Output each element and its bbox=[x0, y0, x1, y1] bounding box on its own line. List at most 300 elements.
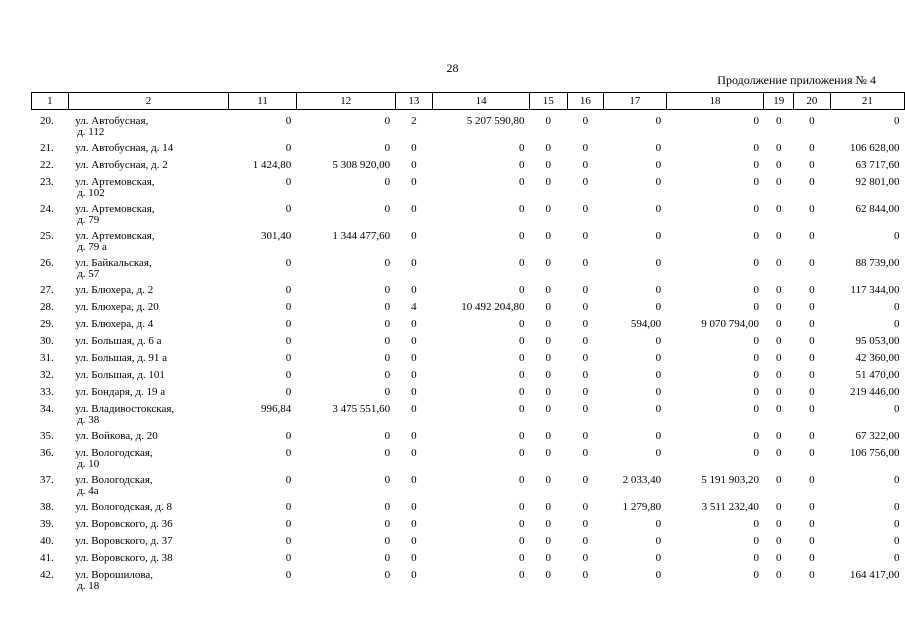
cell-c15: 0 bbox=[545, 534, 552, 547]
cell-c12: 0 bbox=[384, 317, 391, 330]
cell-c19: 0 bbox=[776, 158, 782, 171]
cell-c13: 0 bbox=[411, 446, 417, 459]
address-cell bbox=[68, 502, 229, 519]
cell-c12: 0 bbox=[384, 175, 391, 188]
cell-c17: 0 bbox=[655, 300, 662, 313]
cell-c21: 42 360,00 bbox=[855, 351, 900, 364]
col-header: 15 bbox=[530, 93, 568, 110]
cell-c15: 0 bbox=[545, 368, 552, 381]
cell-c20: 0 bbox=[809, 385, 815, 398]
cell-c11: 0 bbox=[285, 334, 292, 347]
cell-c21: 0 bbox=[894, 517, 900, 530]
cell-c18: 0 bbox=[753, 534, 759, 547]
table-row bbox=[32, 519, 905, 536]
address-line: ул. Блюхера, д. 2 bbox=[75, 283, 154, 296]
cell-c14: 0 bbox=[519, 202, 525, 215]
address-line: ул. Воровского, д. 38 bbox=[75, 551, 173, 564]
cell-c14: 0 bbox=[519, 256, 525, 269]
cell-c18: 0 bbox=[753, 402, 759, 415]
cell-c19: 0 bbox=[776, 229, 782, 242]
cell-c16: 0 bbox=[582, 175, 589, 188]
cell-c13: 0 bbox=[411, 500, 417, 513]
cell-c18: 0 bbox=[753, 568, 759, 581]
cell-c12: 0 bbox=[384, 334, 391, 347]
cell-c18: 0 bbox=[753, 517, 759, 530]
cell-c11: 0 bbox=[285, 351, 292, 364]
cell-c16: 0 bbox=[582, 351, 589, 364]
cell-c11: 0 bbox=[285, 317, 292, 330]
cell-c15: 0 bbox=[545, 385, 552, 398]
cell-c21: 88 739,00 bbox=[855, 256, 900, 269]
address-line: ул. Артемовская, bbox=[75, 202, 155, 215]
address-cell bbox=[68, 570, 229, 597]
cell-c14: 0 bbox=[519, 568, 525, 581]
address-cell bbox=[68, 302, 229, 319]
cell-c17: 0 bbox=[655, 368, 662, 381]
cell-c14: 0 bbox=[519, 446, 525, 459]
table-body bbox=[32, 110, 905, 597]
cell-c17: 0 bbox=[655, 141, 662, 154]
col-header: 17 bbox=[604, 93, 667, 110]
col-header: 21 bbox=[830, 93, 904, 110]
cell-c15: 0 bbox=[545, 115, 552, 127]
cell-c11: 0 bbox=[285, 429, 292, 442]
cell-c21: 63 717,60 bbox=[855, 158, 900, 171]
address-cell bbox=[68, 231, 229, 258]
cell-c12: 0 bbox=[384, 283, 391, 296]
cell-c20: 0 bbox=[809, 175, 815, 188]
cell-c11: 301,40 bbox=[261, 229, 292, 242]
address-line: ул. Блюхера, д. 4 bbox=[75, 317, 154, 330]
cell-c21: 0 bbox=[894, 317, 900, 330]
cell-c21: 219 446,00 bbox=[850, 385, 900, 398]
col-header: 18 bbox=[666, 93, 764, 110]
cell-c17: 0 bbox=[655, 158, 662, 171]
cell-c16: 0 bbox=[582, 473, 589, 486]
cell-c20: 0 bbox=[809, 334, 815, 347]
cell-c15: 0 bbox=[545, 229, 552, 242]
cell-c12: 0 bbox=[384, 141, 391, 154]
cell-c12: 0 bbox=[384, 429, 391, 442]
address-line: ул. Большая, д. 101 bbox=[75, 368, 165, 381]
table-row bbox=[32, 553, 905, 570]
cell-c13: 0 bbox=[411, 568, 417, 581]
cell-c20: 0 bbox=[809, 317, 815, 330]
cell-c14: 0 bbox=[519, 473, 525, 486]
cell-c17: 0 bbox=[655, 229, 662, 242]
table-row bbox=[32, 387, 905, 404]
address-cell bbox=[68, 431, 229, 448]
cell-c16: 0 bbox=[582, 158, 589, 171]
address-line: ул. Воровского, д. 37 bbox=[75, 534, 173, 547]
cell-c11: 0 bbox=[285, 551, 292, 564]
cell-c14: 0 bbox=[519, 317, 525, 330]
cell-c18: 0 bbox=[753, 115, 759, 127]
table-row bbox=[32, 285, 905, 302]
row-number: 34. bbox=[39, 402, 54, 415]
cell-c17: 0 bbox=[655, 402, 662, 415]
table-row bbox=[32, 336, 905, 353]
address-line: ул. Блюхера, д. 20 bbox=[75, 300, 159, 313]
address-cell bbox=[68, 143, 229, 160]
col-header: 12 bbox=[296, 93, 395, 110]
cell-c18: 0 bbox=[753, 334, 759, 347]
table-row bbox=[32, 177, 905, 204]
cell-c18: 0 bbox=[753, 141, 759, 154]
cell-c19: 0 bbox=[776, 551, 782, 564]
cell-c17: 0 bbox=[655, 334, 662, 347]
cell-c14: 0 bbox=[519, 368, 525, 381]
cell-c12: 0 bbox=[384, 385, 391, 398]
cell-c13: 0 bbox=[411, 229, 417, 242]
cell-c18: 0 bbox=[753, 351, 759, 364]
cell-c16: 0 bbox=[582, 202, 589, 215]
cell-c17: 0 bbox=[655, 175, 662, 188]
cell-c20: 0 bbox=[809, 115, 815, 127]
address-line: ул. Автобусная, bbox=[75, 115, 149, 127]
cell-c13: 0 bbox=[411, 385, 417, 398]
cell-c21: 0 bbox=[894, 473, 900, 486]
cell-c12: 1 344 477,60 bbox=[332, 229, 391, 242]
address-line: ул. Артемовская, bbox=[75, 175, 155, 188]
cell-c20: 0 bbox=[809, 500, 815, 513]
cell-c13: 0 bbox=[411, 551, 417, 564]
cell-c15: 0 bbox=[545, 141, 552, 154]
cell-c14: 0 bbox=[519, 141, 525, 154]
col-header: 19 bbox=[764, 93, 794, 110]
cell-c17: 0 bbox=[655, 551, 662, 564]
cell-c17: 0 bbox=[655, 568, 662, 581]
cell-c12: 0 bbox=[384, 115, 391, 127]
row-number: 26. bbox=[39, 256, 54, 269]
cell-c21: 106 628,00 bbox=[850, 141, 900, 154]
cell-c14: 10 492 204,80 bbox=[461, 300, 525, 313]
cell-c15: 0 bbox=[545, 551, 552, 564]
cell-c14: 0 bbox=[519, 385, 525, 398]
cell-c19: 0 bbox=[776, 334, 782, 347]
cell-c16: 0 bbox=[582, 334, 589, 347]
cell-c11: 0 bbox=[285, 300, 292, 313]
address-cell bbox=[68, 387, 229, 404]
address-cell bbox=[68, 336, 229, 353]
cell-c20: 0 bbox=[809, 429, 815, 442]
cell-c15: 0 bbox=[545, 402, 552, 415]
cell-c14: 0 bbox=[519, 158, 525, 171]
cell-c12: 0 bbox=[384, 517, 391, 530]
cell-c21: 0 bbox=[894, 229, 900, 242]
cell-c12: 0 bbox=[384, 534, 391, 547]
table-row bbox=[32, 353, 905, 370]
cell-c12: 5 308 920,00 bbox=[332, 158, 391, 171]
row-number: 35. bbox=[39, 429, 54, 442]
cell-c16: 0 bbox=[582, 402, 589, 415]
cell-c18: 0 bbox=[753, 368, 759, 381]
cell-c19: 0 bbox=[776, 115, 782, 127]
cell-c19: 0 bbox=[776, 351, 782, 364]
cell-c21: 92 801,00 bbox=[855, 175, 900, 188]
address-line: ул. Ворошилова, bbox=[75, 568, 154, 581]
cell-c12: 0 bbox=[384, 446, 391, 459]
address-cell bbox=[68, 258, 229, 285]
col-header: 20 bbox=[794, 93, 831, 110]
cell-c11: 0 bbox=[285, 517, 292, 530]
cell-c16: 0 bbox=[582, 385, 589, 398]
cell-c13: 0 bbox=[411, 402, 417, 415]
cell-c19: 0 bbox=[776, 202, 782, 215]
cell-c14: 0 bbox=[519, 500, 525, 513]
address-line: ул. Вологодская, д. 8 bbox=[75, 500, 172, 513]
cell-c19: 0 bbox=[776, 473, 782, 486]
address-line: д. 79 bbox=[77, 213, 100, 226]
cell-c18: 0 bbox=[753, 551, 759, 564]
col-header: 14 bbox=[433, 93, 530, 110]
cell-c11: 996,84 bbox=[261, 402, 292, 415]
cell-c17: 0 bbox=[655, 385, 662, 398]
cell-c15: 0 bbox=[545, 351, 552, 364]
cell-c20: 0 bbox=[809, 351, 815, 364]
row-number: 41. bbox=[39, 551, 54, 564]
address-cell bbox=[68, 404, 229, 431]
cell-c19: 0 bbox=[776, 402, 782, 415]
cell-c15: 0 bbox=[545, 283, 552, 296]
cell-c16: 0 bbox=[582, 283, 589, 296]
cell-c15: 0 bbox=[545, 500, 552, 513]
address-cell bbox=[68, 475, 229, 502]
table-row bbox=[32, 231, 905, 258]
cell-c20: 0 bbox=[809, 534, 815, 547]
address-line: ул. Вологодская, bbox=[75, 446, 153, 459]
row-number: 30. bbox=[39, 334, 54, 347]
cell-c12: 0 bbox=[384, 256, 391, 269]
table-row bbox=[32, 143, 905, 160]
table-row bbox=[32, 502, 905, 519]
address-line: ул. Владивостокская, bbox=[75, 402, 175, 415]
address-cell bbox=[68, 160, 229, 177]
cell-c16: 0 bbox=[582, 429, 589, 442]
cell-c21: 0 bbox=[894, 534, 900, 547]
table-row bbox=[32, 160, 905, 177]
row-number: 32. bbox=[39, 368, 54, 381]
cell-c19: 0 bbox=[776, 568, 782, 581]
table-row bbox=[32, 370, 905, 387]
cell-c12: 0 bbox=[384, 551, 391, 564]
cell-c17: 0 bbox=[655, 429, 662, 442]
cell-c21: 0 bbox=[894, 551, 900, 564]
cell-c13: 0 bbox=[411, 351, 417, 364]
cell-c18: 0 bbox=[753, 385, 759, 398]
row-number: 21. bbox=[39, 141, 54, 154]
table-row bbox=[32, 110, 905, 143]
cell-c20: 0 bbox=[809, 368, 815, 381]
data-table bbox=[31, 92, 905, 597]
cell-c17: 594,00 bbox=[630, 317, 662, 330]
cell-c16: 0 bbox=[582, 517, 589, 530]
cell-c12: 0 bbox=[384, 368, 391, 381]
cell-c17: 1 279,80 bbox=[622, 500, 662, 513]
cell-c11: 0 bbox=[285, 473, 292, 486]
cell-c14: 0 bbox=[519, 551, 525, 564]
cell-c18: 0 bbox=[753, 446, 759, 459]
col-header: 11 bbox=[229, 93, 296, 110]
cell-c14: 0 bbox=[519, 175, 525, 188]
cell-c18: 0 bbox=[753, 202, 759, 215]
cell-c13: 0 bbox=[411, 517, 417, 530]
cell-c17: 0 bbox=[655, 534, 662, 547]
cell-c14: 0 bbox=[519, 283, 525, 296]
row-number: 27. bbox=[39, 283, 54, 296]
cell-c20: 0 bbox=[809, 517, 815, 530]
cell-c19: 0 bbox=[776, 368, 782, 381]
address-line: д. 102 bbox=[77, 186, 105, 199]
address-line: д. 4а bbox=[77, 484, 99, 497]
cell-c12: 0 bbox=[384, 473, 391, 486]
cell-c20: 0 bbox=[809, 473, 815, 486]
cell-c16: 0 bbox=[582, 317, 589, 330]
cell-c18: 9 070 794,00 bbox=[701, 317, 759, 330]
address-line: ул. Бондаря, д. 19 а bbox=[75, 385, 166, 398]
cell-c21: 164 417,00 bbox=[850, 568, 900, 581]
row-number: 23. bbox=[39, 175, 54, 188]
cell-c12: 0 bbox=[384, 500, 391, 513]
cell-c15: 0 bbox=[545, 517, 552, 530]
cell-c11: 0 bbox=[285, 175, 292, 188]
table-row bbox=[32, 570, 905, 597]
cell-c19: 0 bbox=[776, 256, 782, 269]
address-cell bbox=[68, 370, 229, 387]
cell-c12: 0 bbox=[384, 351, 391, 364]
cell-c15: 0 bbox=[545, 568, 552, 581]
cell-c21: 117 344,00 bbox=[850, 283, 900, 296]
cell-c21: 0 bbox=[894, 300, 900, 313]
cell-c20: 0 bbox=[809, 300, 815, 313]
header-row bbox=[32, 93, 905, 110]
cell-c14: 0 bbox=[519, 517, 525, 530]
cell-c12: 0 bbox=[384, 202, 391, 215]
cell-c15: 0 bbox=[545, 175, 552, 188]
cell-c17: 0 bbox=[655, 446, 662, 459]
cell-c16: 0 bbox=[582, 141, 589, 154]
cell-c15: 0 bbox=[545, 334, 552, 347]
cell-c20: 0 bbox=[809, 283, 815, 296]
cell-c11: 1 424,80 bbox=[252, 158, 292, 171]
address-line: ул. Вологодская, bbox=[75, 473, 153, 486]
cell-c19: 0 bbox=[776, 283, 782, 296]
cell-c17: 0 bbox=[655, 202, 662, 215]
cell-c11: 0 bbox=[285, 500, 292, 513]
cell-c13: 2 bbox=[411, 115, 417, 127]
cell-c13: 0 bbox=[411, 317, 417, 330]
address-line: д. 18 bbox=[77, 579, 100, 592]
address-line: ул. Большая, д. 6 а bbox=[75, 334, 162, 347]
cell-c21: 95 053,00 bbox=[855, 334, 900, 347]
cell-c20: 0 bbox=[809, 551, 815, 564]
address-line: д. 57 bbox=[77, 267, 100, 280]
cell-c18: 0 bbox=[753, 229, 759, 242]
cell-c13: 0 bbox=[411, 429, 417, 442]
cell-c21: 67 322,00 bbox=[855, 429, 900, 442]
table-row bbox=[32, 431, 905, 448]
cell-c11: 0 bbox=[285, 534, 292, 547]
cell-c19: 0 bbox=[776, 500, 782, 513]
address-cell bbox=[68, 553, 229, 570]
address-cell bbox=[68, 204, 229, 231]
cell-c11: 0 bbox=[285, 115, 292, 127]
address-line: д. 10 bbox=[77, 457, 100, 470]
row-number: 29. bbox=[39, 317, 54, 330]
cell-c16: 0 bbox=[582, 115, 589, 127]
table-row bbox=[32, 302, 905, 319]
cell-c11: 0 bbox=[285, 141, 292, 154]
address-cell bbox=[68, 110, 229, 143]
address-line: д. 112 bbox=[77, 126, 105, 138]
cell-c15: 0 bbox=[545, 317, 552, 330]
address-cell bbox=[68, 285, 229, 302]
row-number: 25. bbox=[39, 229, 54, 242]
cell-c18: 0 bbox=[753, 429, 759, 442]
cell-c16: 0 bbox=[582, 500, 589, 513]
row-number: 22. bbox=[39, 158, 54, 171]
cell-c13: 0 bbox=[411, 534, 417, 547]
row-number: 40. bbox=[39, 534, 54, 547]
cell-c19: 0 bbox=[776, 141, 782, 154]
cell-c14: 0 bbox=[519, 351, 525, 364]
cell-c20: 0 bbox=[809, 202, 815, 215]
address-cell bbox=[68, 353, 229, 370]
cell-c19: 0 bbox=[776, 446, 782, 459]
cell-c21: 51 470,00 bbox=[855, 368, 900, 381]
cell-c15: 0 bbox=[545, 202, 552, 215]
cell-c17: 0 bbox=[655, 351, 662, 364]
cell-c17: 0 bbox=[655, 283, 662, 296]
cell-c15: 0 bbox=[545, 256, 552, 269]
cell-c20: 0 bbox=[809, 229, 815, 242]
cell-c16: 0 bbox=[582, 446, 589, 459]
cell-c13: 0 bbox=[411, 283, 417, 296]
cell-c16: 0 bbox=[582, 551, 589, 564]
cell-c20: 0 bbox=[809, 446, 815, 459]
cell-c15: 0 bbox=[545, 158, 552, 171]
cell-c11: 0 bbox=[285, 368, 292, 381]
cell-c19: 0 bbox=[776, 300, 782, 313]
cell-c13: 4 bbox=[411, 300, 417, 313]
cell-c15: 0 bbox=[545, 429, 552, 442]
col-header: 16 bbox=[567, 93, 604, 110]
cell-c20: 0 bbox=[809, 141, 815, 154]
cell-c14: 0 bbox=[519, 229, 525, 242]
cell-c20: 0 bbox=[809, 256, 815, 269]
address-line: ул. Автобусная, д. 14 bbox=[75, 141, 174, 154]
cell-c19: 0 bbox=[776, 534, 782, 547]
cell-c11: 0 bbox=[285, 256, 292, 269]
cell-c16: 0 bbox=[582, 256, 589, 269]
cell-c14: 5 207 590,80 bbox=[466, 115, 525, 127]
row-number: 20. bbox=[39, 115, 54, 127]
cell-c17: 0 bbox=[655, 256, 662, 269]
col-header: 2 bbox=[68, 93, 229, 110]
cell-c13: 0 bbox=[411, 202, 417, 215]
address-line: ул. Войкова, д. 20 bbox=[75, 429, 158, 442]
row-number: 36. bbox=[39, 446, 54, 459]
address-line: д. 79 а bbox=[77, 240, 107, 253]
address-cell bbox=[68, 536, 229, 553]
cell-c11: 0 bbox=[285, 283, 292, 296]
cell-c14: 0 bbox=[519, 402, 525, 415]
address-line: ул. Автобусная, д. 2 bbox=[75, 158, 168, 171]
cell-c18: 0 bbox=[753, 175, 759, 188]
cell-c18: 0 bbox=[753, 300, 759, 313]
cell-c16: 0 bbox=[582, 368, 589, 381]
cell-c16: 0 bbox=[582, 534, 589, 547]
